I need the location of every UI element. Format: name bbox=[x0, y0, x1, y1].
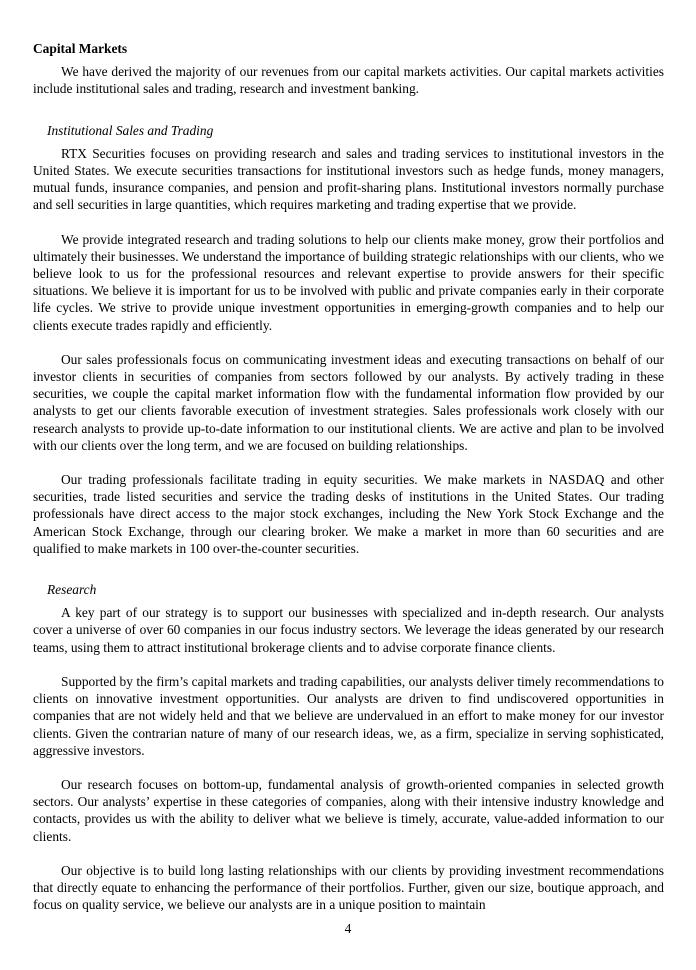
paragraph: Supported by the firm’s capital markets and trading capabilities, our analysts deliver timely recommendations to clients on innovative investment opportunities. Our analysts are driven to find undiscovered opportunities in companies that are not widely held and that we believe are undervalued in an effort to make money for our investor clients. Given the contrarian nature of many of our research ideas, we, as a firm, specialize in serving sophisticated, aggressive investors. bbox=[33, 673, 664, 758]
intro-paragraph: We have derived the majority of our revenues from our capital markets activities. Our capital markets activities include institutional sales and trading, research and investment banking. bbox=[33, 64, 664, 97]
subsection-title-research: Research bbox=[47, 582, 97, 598]
paragraph: Our research focuses on bottom-up, fundamental analysis of growth-oriented companies in selected growth sectors. Our analysts’ expertise in these categories of companies, along with their intensive industry knowledge and contacts, provides us with the ability to deliver what we believe is timely, accurate, value-added information to our clients. bbox=[33, 776, 664, 844]
subsection-title-sales-trading: Institutional Sales and Trading bbox=[47, 122, 214, 138]
page-number: 4 bbox=[344, 921, 352, 936]
section-title: Capital Markets bbox=[33, 41, 128, 56]
paragraph: Our sales professionals focus on communicating investment ideas and executing transactions on behalf of our investor clients in securities of companies from sectors followed by our analysts. By actively trading in these securities, we couple the capital market information flow with the fundamental information flow provided by our analysts to get our clients favorable execution of investment strategies. Sales professionals work closely with our research analysts to provide up-to-date information to our institutional clients. We are active and plan to be involved with our clients over the long term, and we are focused on building relationships. bbox=[33, 351, 664, 453]
paragraph: RTX Securities focuses on providing research and sales and trading services to institutional investors in the United States. We execute securities transactions for institutional investors such as hedge funds, money managers, mutual funds, insurance companies, and pension and profit-sharing plans. Institutional investors normally purchase and sell securities in large quantities, which requires marketing and trading expertise that we provide. bbox=[33, 145, 664, 213]
document-page bbox=[33, 40, 664, 913]
paragraph: A key part of our strategy is to support our businesses with specialized and in-depth research. Our analysts cover a universe of over 60 companies in our focus industry sectors. We leverage the ideas generated by our research teams, using them to attract institutional brokerage clients and to advise corporate finance clients. bbox=[33, 605, 664, 655]
paragraph: Our objective is to build long lasting relationships with our clients by providing investment recommendations that directly equate to enhancing the performance of their portfolios. Further, given our size, boutique approach, and focus on quality service, we believe our analysts are in a unique position to maintain bbox=[33, 862, 664, 913]
paragraph: We provide integrated research and trading solutions to help our clients make money, grow their portfolios and ultimately their businesses. We understand the importance of building strategic relationships with our clients, who we believe look to us for the professional resources and relevant expertise to provide answers for their specific situations. We believe it is important for us to be involved with public and private companies early in their corporate life cycles. We strive to provide unique investment opportunities in emerging-growth companies and to help our clients execute trades rapidly and efficiently. bbox=[33, 231, 664, 333]
paragraph: Our trading professionals facilitate trading in equity securities. We make markets in NASDAQ and other securities, trade listed securities and service the trading desks of institutions in the United States. Our trading professionals have direct access to the major stock exchanges, including the New York Stock Exchange and the American Stock Exchange, through our clearing broker. We make a market in more than 60 securities and are qualified to make markets in 100 over-the-counter securities. bbox=[33, 472, 664, 556]
